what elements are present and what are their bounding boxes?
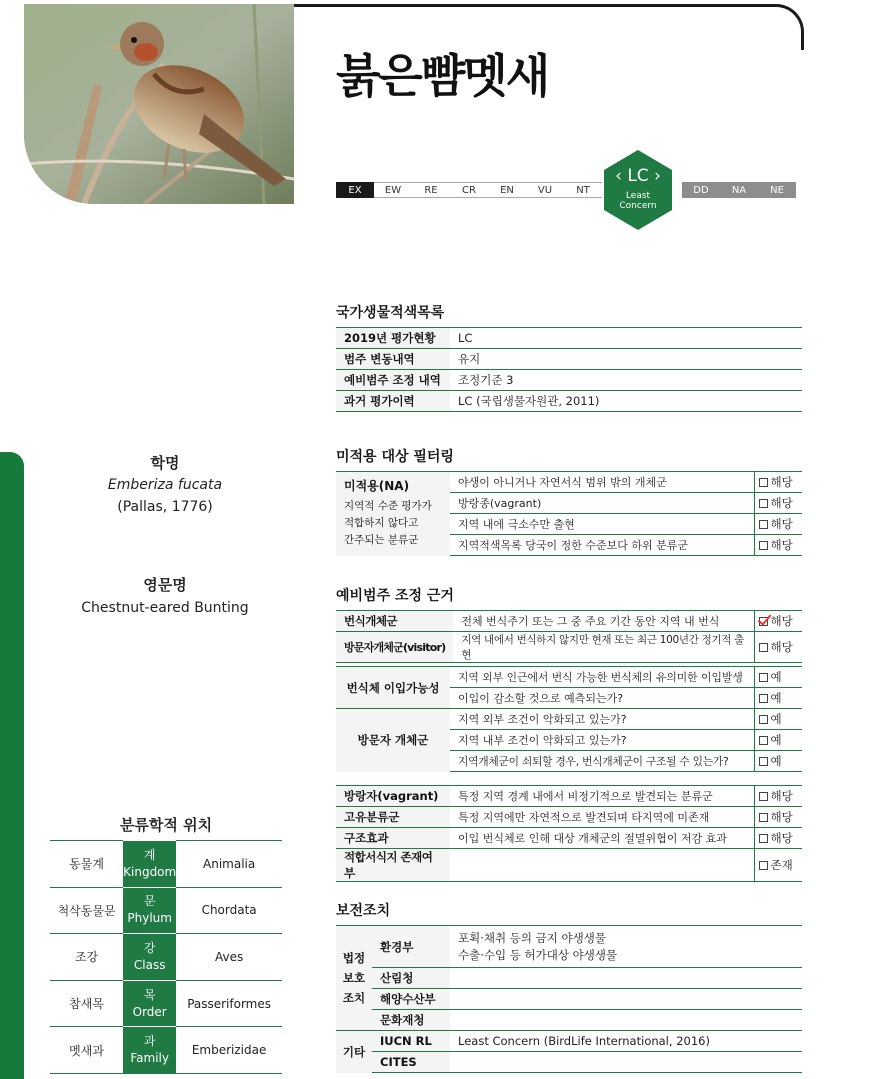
taxonomy-value: Passeriformes xyxy=(176,980,282,1027)
side-tab xyxy=(0,452,24,1079)
adjust-table-1 xyxy=(336,610,802,663)
taxonomy-row xyxy=(50,934,282,981)
conservation-title: 보전조치 xyxy=(336,903,391,919)
adjust-check: 예 xyxy=(754,730,802,751)
status-vu: VU xyxy=(526,182,564,198)
cites-label: CITES xyxy=(372,1052,450,1073)
taxonomy-value: Emberizidae xyxy=(176,1027,282,1074)
sci-author: (Pallas, 1776) xyxy=(117,499,213,515)
na-filter-table xyxy=(336,471,802,556)
taxonomy-table xyxy=(50,840,282,1074)
table-row xyxy=(336,370,802,391)
na-check: 해당 xyxy=(754,514,802,535)
adjust-text: 특정 지역 경계 내에서 비정기적으로 발견되는 분류군 xyxy=(450,786,754,807)
taxonomy-value: Aves xyxy=(176,934,282,981)
eng-name-label: 영문명 xyxy=(143,576,187,594)
redlist-value: LC xyxy=(450,328,802,349)
agency-moe: 환경부 xyxy=(372,926,450,968)
adjust-check: 해당 xyxy=(754,828,802,849)
visit-label: 방문자 개체군 xyxy=(336,709,450,772)
table-row xyxy=(336,786,802,807)
table-row xyxy=(336,807,802,828)
adjust-check: 해당 xyxy=(754,611,802,632)
checkbox-icon xyxy=(759,757,768,766)
adjust-text: 지역 내에서 번식하지 않지만 현재 또는 최근 100년간 정기적 출현 xyxy=(453,632,754,663)
na-check: 해당 xyxy=(754,472,802,493)
table-row xyxy=(336,968,802,989)
na-group-desc2: 적합하지 않다고 xyxy=(344,517,419,530)
na-group-head: 미적용(NA) xyxy=(344,479,410,494)
current-status-code: ‹ LC › xyxy=(615,166,661,186)
taxonomy-ko: 참새목 xyxy=(50,980,123,1027)
taxonomy-rank: 문 Phylum xyxy=(123,887,176,934)
adjust-table-3 xyxy=(336,785,802,882)
checkbox-icon xyxy=(759,813,768,822)
iucn-label: IUCN RL xyxy=(372,1031,450,1052)
taxonomy-value: Animalia xyxy=(176,841,282,888)
agency-ocean: 해양수산부 xyxy=(372,989,450,1010)
adjust-check: 예 xyxy=(754,751,802,772)
adjust-check: 해당 xyxy=(754,807,802,828)
na-group-desc1: 지역적 수준 평가가 xyxy=(344,500,432,513)
redlist-title: 국가생물적색목록 xyxy=(336,305,445,321)
redlist-label: 과거 평가이력 xyxy=(336,391,450,412)
table-row xyxy=(336,611,802,632)
na-text: 야생이 아니거나 자연서식 범위 밖의 개체군 xyxy=(450,472,754,493)
adjust-check: 예 xyxy=(754,709,802,730)
taxonomy-value: Chordata xyxy=(176,887,282,934)
checkbox-icon xyxy=(759,520,768,529)
status-ex: EX xyxy=(336,182,374,198)
species-title: 붉은뺨멧새 xyxy=(336,49,549,103)
taxonomy-row xyxy=(50,980,282,1027)
taxonomy-row xyxy=(50,841,282,888)
na-text: 지역 내에 극소수만 출현 xyxy=(450,514,754,535)
arrow-right-icon: › xyxy=(654,166,661,186)
checkbox-icon xyxy=(759,694,768,703)
taxonomy-rank: 목 Order xyxy=(123,980,176,1027)
taxonomy-ko: 동물계 xyxy=(50,841,123,888)
checkbox-icon xyxy=(759,834,768,843)
moe-value: 포획·채취 등의 금지 야생생물 수출·수입 등 허가대상 야생생물 xyxy=(450,926,802,968)
adjust-text: 지역 외부 인근에서 번식 가능한 번식체의 유의미한 이입발생 xyxy=(450,667,754,688)
culture-value xyxy=(450,1010,802,1031)
taxonomy-row xyxy=(50,887,282,934)
table-row xyxy=(336,989,802,1010)
status-en: EN xyxy=(488,182,526,198)
adjust-text: 전체 번식주기 또는 그 중 주요 기간 동안 지역 내 번식 xyxy=(453,611,754,632)
na-group-cell xyxy=(336,472,450,556)
agency-culture: 문화재청 xyxy=(372,1010,450,1031)
checkbox-icon xyxy=(759,792,768,801)
adjust-text xyxy=(450,849,754,882)
na-filter-title: 미적용 대상 필터링 xyxy=(336,449,454,465)
status-ne: NE xyxy=(758,182,796,198)
adjust-text: 이입이 감소할 것으로 예측되는가? xyxy=(450,688,754,709)
redlist-label: 2019년 평가현황 xyxy=(336,328,450,349)
redlist-table xyxy=(336,327,802,412)
bird-photo-illustration xyxy=(24,4,294,204)
adjust-check: 해당 xyxy=(754,632,802,663)
redlist-label: 예비범주 조정 내역 xyxy=(336,370,450,391)
immig-label: 번식체 이입가능성 xyxy=(336,667,450,709)
na-check: 해당 xyxy=(754,493,802,514)
table-row xyxy=(336,391,802,412)
redlist-value: 조정기준 3 xyxy=(450,370,802,391)
adjust-label: 번식개체군 xyxy=(336,611,453,632)
table-row xyxy=(336,667,802,688)
table-row xyxy=(336,632,802,663)
adjust-text: 지역 내부 조건이 악화되고 있는가? xyxy=(450,730,754,751)
adjust-text: 이입 번식체로 인해 대상 개체군의 절멸위협이 저감 효과 xyxy=(450,828,754,849)
taxonomy-rank: 강 Class xyxy=(123,934,176,981)
adjust-label: 방랑자(vagrant) xyxy=(336,786,450,807)
current-status-badge xyxy=(600,150,676,230)
checkbox-icon xyxy=(759,673,768,682)
adjust-label: 방문자개체군(visitor) xyxy=(336,632,453,663)
table-row xyxy=(336,926,802,968)
cites-value xyxy=(450,1052,802,1073)
agency-forest: 산림청 xyxy=(372,968,450,989)
status-na: NA xyxy=(720,182,758,198)
taxonomy-ko: 척삭동물문 xyxy=(50,887,123,934)
checkbox-icon xyxy=(759,499,768,508)
checkbox-icon xyxy=(759,643,768,652)
taxonomy-title: 분류학적 위치 xyxy=(119,816,213,834)
sci-name: Emberiza fucata xyxy=(107,477,223,493)
status-category-bar xyxy=(336,182,796,198)
table-row xyxy=(336,709,802,730)
adjust-check: 존재 xyxy=(754,849,802,882)
table-row xyxy=(336,472,802,493)
checkbox-icon xyxy=(759,736,768,745)
conservation-table xyxy=(336,925,802,1073)
na-check: 해당 xyxy=(754,535,802,556)
adjust-text: 지역개체군이 쇠퇴할 경우, 번식개체군이 구조될 수 있는가? xyxy=(450,751,754,772)
checkbox-icon xyxy=(759,861,768,870)
status-re: RE xyxy=(412,182,450,198)
adjust-text: 특정 지역에만 자연적으로 발견되며 타지역에 미존재 xyxy=(450,807,754,828)
forest-value xyxy=(450,968,802,989)
adjust-table-2 xyxy=(336,666,802,772)
current-status-name: Least Concern xyxy=(619,191,657,211)
adjust-label: 고유분류군 xyxy=(336,807,450,828)
adjust-check: 예 xyxy=(754,667,802,688)
na-text: 지역적색목록 당국이 정한 수준보다 하위 분류군 xyxy=(450,535,754,556)
adjust-label: 적합서식지 존재여부 xyxy=(336,849,450,882)
checkbox-icon xyxy=(759,715,768,724)
iucn-value: Least Concern (BirdLife International, 2016) xyxy=(450,1031,802,1052)
status-nt: NT xyxy=(564,182,602,198)
sci-name-label: 학명 xyxy=(150,454,180,472)
adjust-label: 구조효과 xyxy=(336,828,450,849)
bird-photo xyxy=(24,4,294,204)
redlist-value: 유지 xyxy=(450,349,802,370)
checkbox-icon xyxy=(759,478,768,487)
table-row xyxy=(336,328,802,349)
table-row xyxy=(336,349,802,370)
ocean-value xyxy=(450,989,802,1010)
taxonomy-row xyxy=(50,1027,282,1074)
redlist-label: 범주 변동내역 xyxy=(336,349,450,370)
legal-cell: 법정 보호 조치 xyxy=(336,926,372,1031)
taxonomy-rank: 과 Family xyxy=(123,1027,176,1074)
hexagon-shape xyxy=(604,150,672,230)
status-dd: DD xyxy=(682,182,720,198)
na-text: 방랑종(vagrant) xyxy=(450,493,754,514)
checkbox-icon xyxy=(759,541,768,550)
table-row xyxy=(336,1052,802,1073)
adjust-text: 지역 외부 조건이 악화되고 있는가? xyxy=(450,709,754,730)
adjust-title: 예비범주 조정 근거 xyxy=(336,588,454,604)
checkbox-checked-icon xyxy=(759,617,768,626)
table-row xyxy=(336,828,802,849)
taxonomy-ko: 조강 xyxy=(50,934,123,981)
table-row xyxy=(336,1010,802,1031)
taxonomy-ko: 멧새과 xyxy=(50,1027,123,1074)
taxonomy-rank: 계 Kingdom xyxy=(123,841,176,888)
na-group-desc3: 간주되는 분류군 xyxy=(344,534,419,547)
other-cell: 기타 xyxy=(336,1031,372,1073)
arrow-left-icon: ‹ xyxy=(615,166,622,186)
status-ew: EW xyxy=(374,182,412,198)
status-cr: CR xyxy=(450,182,488,198)
table-row xyxy=(336,849,802,882)
redlist-value: LC (국립생물자원관, 2011) xyxy=(450,391,802,412)
adjust-check: 해당 xyxy=(754,786,802,807)
eng-name: Chestnut-eared Bunting xyxy=(81,600,249,616)
adjust-check: 예 xyxy=(754,688,802,709)
table-row xyxy=(336,1031,802,1052)
